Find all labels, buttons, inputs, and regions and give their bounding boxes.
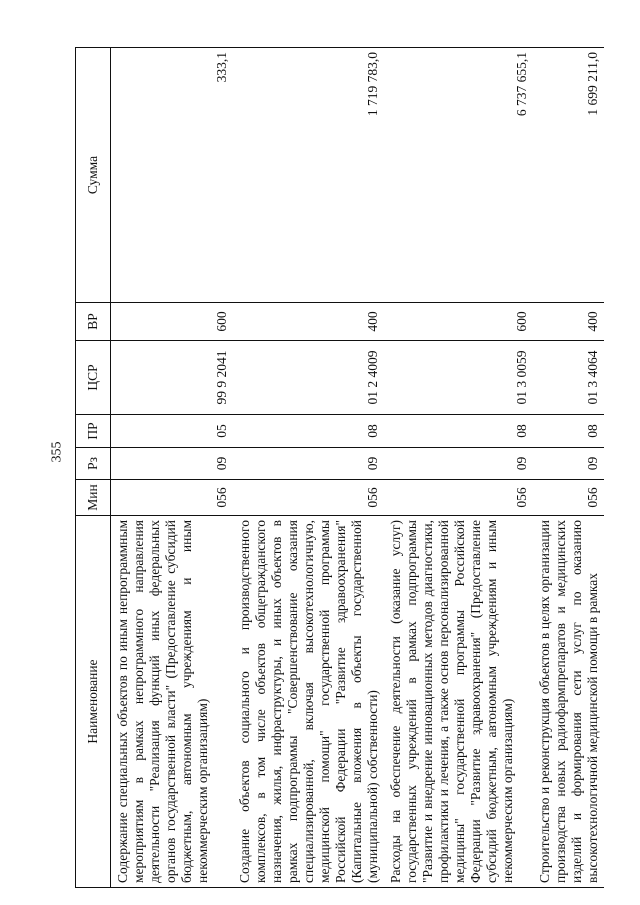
row-min: 056 [233, 480, 384, 516]
row-min: 056 [111, 480, 233, 516]
row-rz: 09 [233, 448, 384, 480]
row-name: Создание объектов социального и производственного комплексов, в том числе объектов общегражданского назначения, жилья, инфраструктуры, и иных объектов в рамках подпрограммы "Совершенствование оказания специализированной, включая высокотехнологичную, медицинской помощи" государственной программы Российской Федерации "Развитие здравоохранения" (Капитальные вложения в объекты государственной (муниципальной) собственности) [233, 516, 384, 888]
table-row [233, 48, 384, 888]
table-header-row [76, 48, 111, 888]
row-csr: 01 2 4009 [233, 341, 384, 415]
header-rz: Рз [76, 448, 111, 480]
row-rz: 09 [384, 448, 533, 480]
row-rz: 09 [533, 448, 604, 480]
row-sum: 1 699 211,0 [533, 48, 604, 303]
header-min: Мин [76, 480, 111, 516]
row-csr: 01 3 0059 [384, 341, 533, 415]
budget-table-rotated [75, 48, 600, 888]
budget-table [75, 47, 604, 888]
row-vr: 600 [384, 303, 533, 341]
header-name: Наименование [76, 516, 111, 888]
header-sum: Сумма [76, 48, 111, 303]
table-row [384, 48, 533, 888]
page-number-text: 355 [49, 441, 64, 463]
row-csr: 01 3 4064 [533, 341, 604, 415]
row-min: 056 [384, 480, 533, 516]
page-number [47, 437, 67, 467]
row-min: 056 [533, 480, 604, 516]
row-name: Содержание специальных объектов по иным непрограммным мероприятиям в рамках непрограммного направления деятельности "Реализация функций иных федеральных органов государственной власти" (Предоставление субсидий бюджетным, автономным учреждениям и иным некоммерческим организациям) [111, 516, 233, 888]
row-pr: 05 [111, 415, 233, 448]
row-sum: 333,1 [111, 48, 233, 303]
table-row [111, 48, 233, 888]
row-name: Расходы на обеспечение деятельности (оказание услуг) государственных учреждений в рамках подпрограммы "Развитие и внедрение инновационных методов диагностики, профилактики и лечения, а также основ персонализированной медицины" государственной программы Российской Федерации "Развитие здравоохранения" (Предоставление субсидий бюджетным, автономным учреждениям и иным некоммерческим организациям) [384, 516, 533, 888]
row-pr: 08 [233, 415, 384, 448]
row-vr: 400 [533, 303, 604, 341]
row-rz: 09 [111, 448, 233, 480]
row-vr: 400 [233, 303, 384, 341]
table-row [533, 48, 604, 888]
row-pr: 08 [384, 415, 533, 448]
header-vr: ВР [76, 303, 111, 341]
row-sum: 6 737 655,1 [384, 48, 533, 303]
header-csr: ЦСР [76, 341, 111, 415]
row-pr: 08 [533, 415, 604, 448]
row-csr: 99 9 2041 [111, 341, 233, 415]
row-name: Строительство и реконструкция объектов в целях организации производства новых радиофармпрепаратов и медицинских изделий и формирования сети услуг по оказанию высокотехнологичной медицинской помощи в рамках [533, 516, 604, 888]
row-vr: 600 [111, 303, 233, 341]
row-sum: 1 719 783,0 [233, 48, 384, 303]
header-pr: ПР [76, 415, 111, 448]
